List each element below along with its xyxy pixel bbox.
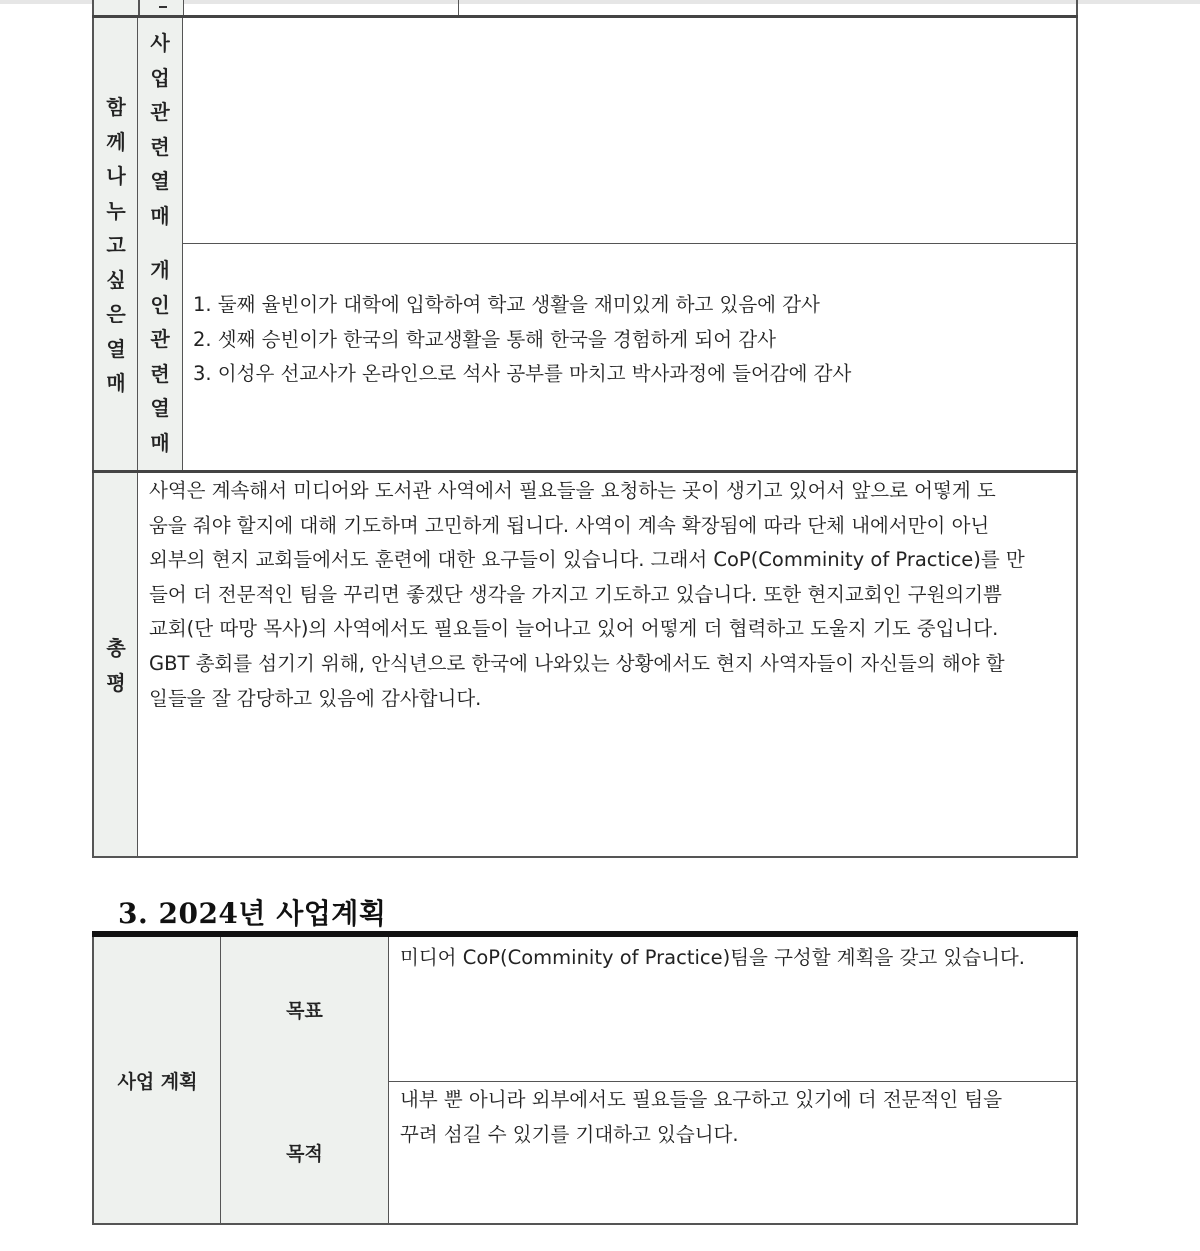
purpose-text: 내부 뿐 아니라 외부에서도 필요들을 요구하고 있기에 더 전문적인 팀을 꾸려 섬길 수 있기를 기대하고 있습니다. bbox=[400, 1088, 1003, 1146]
business-fruits-label: 사 업 관 련 열 매 bbox=[150, 31, 170, 228]
business-fruits-content bbox=[183, 18, 1078, 244]
goal-label: 목표 bbox=[286, 999, 323, 1022]
personal-fruits-list bbox=[193, 288, 1063, 392]
shared-fruits-label: 함 께 나 누 고 싶 은 열 매 bbox=[106, 95, 126, 395]
business-fruits-label-cell bbox=[138, 18, 183, 244]
personal-fruits-content bbox=[183, 243, 1078, 472]
prev-row-col1 bbox=[92, 0, 138, 16]
purpose-content bbox=[389, 1081, 1078, 1225]
shared-fruits-label-cell bbox=[92, 18, 138, 472]
prev-row-cell-b bbox=[459, 0, 1078, 16]
plan-label: 사업 계획 bbox=[117, 1070, 198, 1093]
goal-label-cell bbox=[221, 937, 389, 1082]
goal-text: 미디어 CoP(Comminity of Practice)팀을 구성할 계획을 갖고 있습니다. bbox=[400, 946, 1025, 969]
personal-fruits-label: 개 인 관 련 열 매 bbox=[150, 258, 170, 455]
personal-fruit-item: 1. 둘째 율빈이가 대학에 입학하여 학교 생활을 재미있게 하고 있음에 감사 bbox=[193, 293, 820, 316]
prev-row-cell-a bbox=[183, 0, 459, 16]
summary-text: 사역은 계속해서 미디어와 도서관 사역에서 필요들을 요청하는 곳이 생기고 있어서 앞으로 어떻게 도 움을 줘야 할지에 대해 기도하며 고민하게 됩니다. 사역이 계속 확장됨에 따라 단체 내에서만이 아닌 외부의 현지 교회들에서도 훈련에 대한 요구들이 있습니다. 그래서 CoP(Comminity of Practice)를 만 들어 더 전문적인 팀을 꾸리면 좋겠단 생각을 가지고 기도하고 있습니다. 또한 현지교회인 구원의기쁨 교회(단 따망 목사)의 사역에서도 필요들이 늘어나고 있어 어떻게 더 협력하고 도울지 기도 중입니다. GBT 총회를 섬기기 위해, 안식년으로 한국에 나와있는 상황에서도 현지 사역자들이 자신들의 해야 할 일들을 잘 감당하고 있음에 감사합니다. bbox=[149, 479, 1025, 710]
personal-fruit-item: 3. 이성우 선교사가 온라인으로 석사 공부를 마치고 박사과정에 들어감에 감사 bbox=[193, 362, 852, 386]
section-heading: 3. 2024년 사업계획 bbox=[118, 897, 387, 930]
plan-label-cell bbox=[92, 937, 221, 1225]
goal-content bbox=[389, 937, 1078, 1082]
summary-label-cell bbox=[92, 473, 138, 858]
purpose-label: 목적 bbox=[286, 1142, 323, 1165]
personal-fruit-item: 2. 셋째 승빈이가 한국의 학교생활을 통해 한국을 경험하게 되어 감사 bbox=[193, 327, 776, 351]
summary-content bbox=[138, 473, 1078, 858]
purpose-label-cell bbox=[221, 1081, 389, 1225]
prev-row-col2 bbox=[138, 0, 183, 16]
personal-fruits-label-cell bbox=[138, 243, 183, 472]
summary-label: 총 평 bbox=[106, 636, 126, 695]
